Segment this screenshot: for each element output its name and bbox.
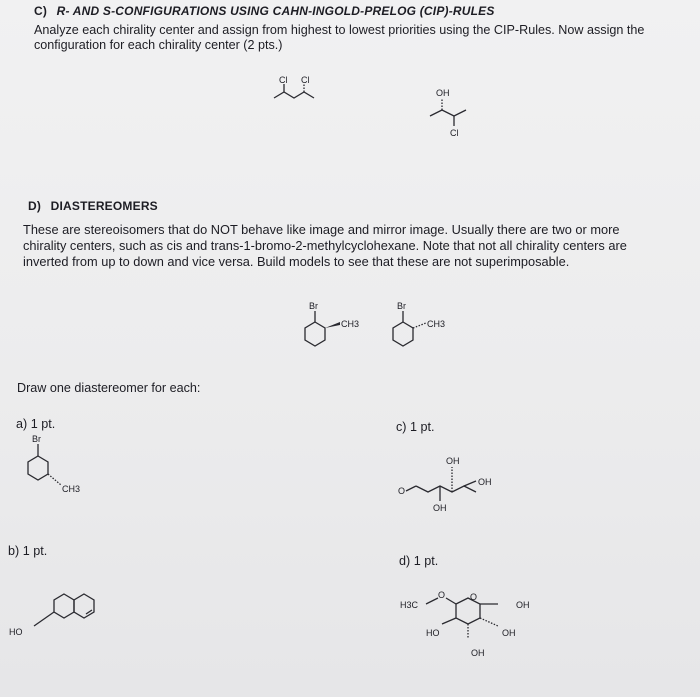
label-br-cis: Br: [309, 301, 318, 311]
section-d-para-line3: inverted from up to down and vice versa. Build models to see that these are not superimposable.: [23, 254, 570, 269]
item-a-label: a) 1 pt.: [16, 417, 56, 431]
label-ch3-cis: CH3: [341, 319, 360, 329]
section-d-heading: [28, 199, 158, 213]
item-c-molecule: [400, 453, 540, 515]
item-b-label: b) 1 pt.: [8, 544, 48, 558]
item-c-label: c) 1 pt.: [396, 420, 435, 434]
item-d-bond-ho-left: [442, 618, 456, 624]
label-ch3-trans: CH3: [427, 319, 446, 329]
item-d-label-oh-right2: OH: [502, 628, 516, 638]
hash-ch3-trans: [413, 323, 426, 328]
item-d-label-oh-right: OH: [516, 600, 530, 610]
label-cl: Cl: [450, 128, 459, 138]
item-c-bond-oh-right: [464, 481, 476, 486]
section-c-heading: [34, 4, 495, 18]
wedge-ch3-cis: [325, 322, 340, 328]
item-a-molecule: [18, 432, 98, 502]
item-c-carbonyl: [406, 486, 416, 491]
label-cl1: Cl: [279, 75, 288, 85]
molecule-chlorohydrin-skeleton: [430, 110, 466, 116]
item-d-label-o2: O: [470, 592, 478, 602]
item-a-ring: [28, 456, 48, 480]
item-b-bond-ho: [34, 612, 54, 626]
item-d-label-ho-left: HO: [426, 628, 440, 638]
molecule-chlorohydrin: [424, 86, 484, 138]
cyclohexane-ring-cis: [305, 322, 325, 346]
item-c-label-oh-right: OH: [478, 477, 492, 487]
section-d-para-line1: These are stereoisomers that do NOT behave like image and mirror image. Usually there are two or more: [23, 222, 620, 237]
item-c-label-o: O: [398, 486, 406, 496]
section-c-instructions-line2: configuration for each chirality center (2 pts.): [34, 38, 283, 52]
item-d-label-oh-bottom: OH: [471, 648, 485, 658]
label-br-trans: Br: [397, 301, 406, 311]
section-d-title: DIASTEREOMERS: [50, 199, 158, 213]
label-oh: OH: [436, 88, 450, 98]
item-c-skeleton: [416, 486, 476, 492]
section-d-letter: D): [28, 199, 42, 213]
item-b-ring1: [54, 594, 74, 618]
section-c-instructions-line1: Analyze each chirality center and assign from highest to lowest priorities using the CIP-Rules. Now assign the: [34, 23, 645, 37]
section-c-title: R- AND S-CONFIGURATIONS USING CAHN-INGOLD-PRELOG (CIP)-RULES: [56, 4, 495, 18]
item-b-ring2: [74, 594, 94, 618]
example-trans-bromomethylcyclohexane: [380, 298, 470, 360]
item-d-label: d) 1 pt.: [399, 554, 439, 568]
item-a-hash-ch3: [48, 474, 61, 485]
item-d-bond-oh-right2: [480, 618, 498, 626]
item-d-bond-o-ring: [446, 598, 456, 604]
item-d-molecule: [398, 580, 568, 670]
item-d-label-h3c: H3C: [400, 600, 419, 610]
molecule-dichloro-skeleton: [274, 92, 314, 98]
item-b-label-ho: HO: [9, 627, 23, 637]
item-a-label-ch3: CH3: [62, 484, 81, 494]
section-d-para-line2: chirality centers, such as cis and trans-1-bromo-2-methylcyclohexane. Note that not all chirality centers are: [23, 238, 627, 253]
item-c-label-oh-bottom: OH: [433, 503, 447, 513]
label-cl2: Cl: [301, 75, 310, 85]
item-d-bond-h3c-o: [426, 598, 438, 604]
example-cis-bromomethylcyclohexane: [292, 298, 362, 360]
draw-prompt: Draw one diastereomer for each:: [17, 381, 201, 395]
item-d-label-o1: O: [438, 590, 446, 600]
item-b-molecule: [6, 576, 126, 642]
molecule-dichloro: [268, 76, 338, 116]
section-c-letter: C): [34, 4, 48, 18]
item-a-label-br: Br: [32, 434, 41, 444]
cyclohexane-ring-trans: [393, 322, 413, 346]
item-c-label-oh-top: OH: [446, 456, 460, 466]
